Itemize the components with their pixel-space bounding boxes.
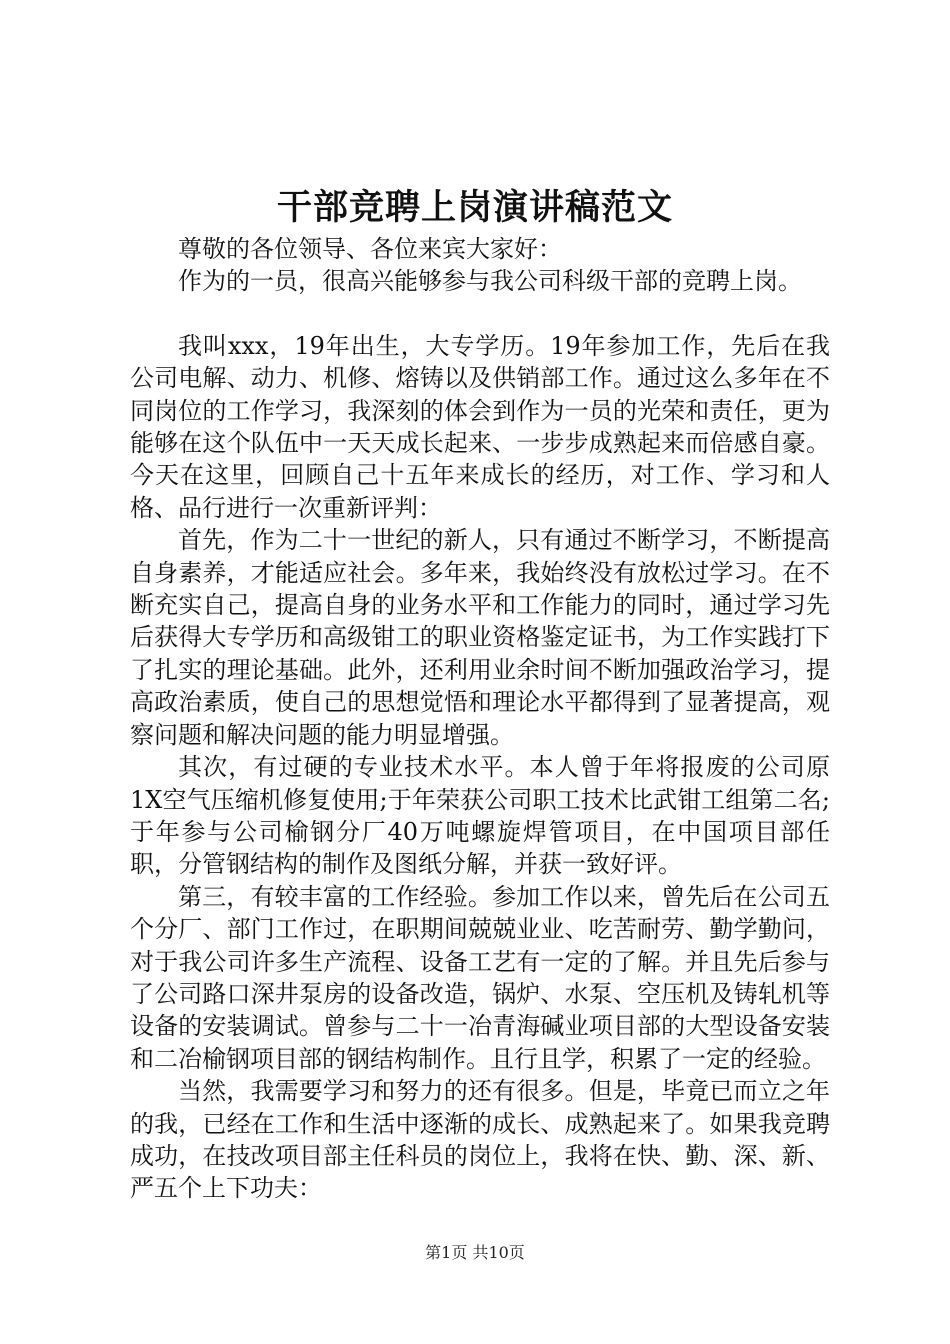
body-paragraph: 其次，有过硬的专业技术水平。本人曾于年将报废的公司原1X空气压缩机修复使用;于年荣获公司职工技术比武钳工组第二名;于年参与公司榆钢分厂40万吨螺旋焊管项目，在中国项目部任职，分管钢结构的制作及图纸分解，并获一致好评。 (130, 753, 830, 879)
body-paragraph: 第三，有较丰富的工作经验。参加工作以来，曾先后在公司五个分厂、部门工作过，在职期间兢兢业业、吃苦耐劳、勤学勤问，对于我公司许多生产流程、设备工艺有一定的了解。并且先后参与了公司路口深井泵房的设备改造，锅炉、水泵、空压机及铸轧机等设备的安装调试。曾参与二十一冶青海碱业项目部的大型设备安装和二冶榆钢项目部的钢结构制作。且行且学，积累了一定的经验。 (130, 882, 830, 1073)
body-paragraph: 我叫xxx，19年出生，大专学历。19年参加工作，先后在我公司电解、动力、机修、熔铸以及供销部工作。通过这么多年在不同岗位的工作学习，我深刻的体会到作为一员的光荣和责任，更为能够在这个队伍中一天天成长起来、一步步成熟起来而倍感自豪。今天在这里，回顾自己十五年来成长的经历，对工作、学习和人格、品行进行一次重新评判： (130, 331, 830, 522)
body-paragraph: 首先，作为二十一世纪的新人，只有通过不断学习，不断提高自身素养，才能适应社会。多年来，我始终没有放松过学习。在不断充实自己，提高自身的业务水平和工作能力的同时，通过学习先后获得大专学历和高级钳工的职业资格鉴定证书，为工作实践打下了扎实的理论基础。此外，还利用业余时间不断加强政治学习，提高政治素质，使自己的思想觉悟和理论水平都得到了显著提高，观察问题和解决问题的能力明显增强。 (130, 526, 830, 749)
document-body (130, 233, 830, 1205)
body-paragraph: 当然，我需要学习和努力的还有很多。但是，毕竟已而立之年的我，已经在工作和生活中逐渐的成长、成熟起来了。如果我竞聘成功，在技改项目部主任科员的岗位上，我将在快、勤、深、新、严五个上下功夫： (130, 1077, 830, 1203)
paragraph-spacer (130, 298, 830, 330)
page-number-footer: 第1页 共10页 (425, 1243, 525, 1262)
intro-paragraph: 作为的一员，很高兴能够参与我公司科级干部的竞聘上岗。 (178, 267, 802, 296)
document-title: 干部竞聘上岗演讲稿范文 (276, 187, 673, 228)
greeting-paragraph: 尊敬的各位领导、各位来宾大家好： (178, 235, 562, 263)
